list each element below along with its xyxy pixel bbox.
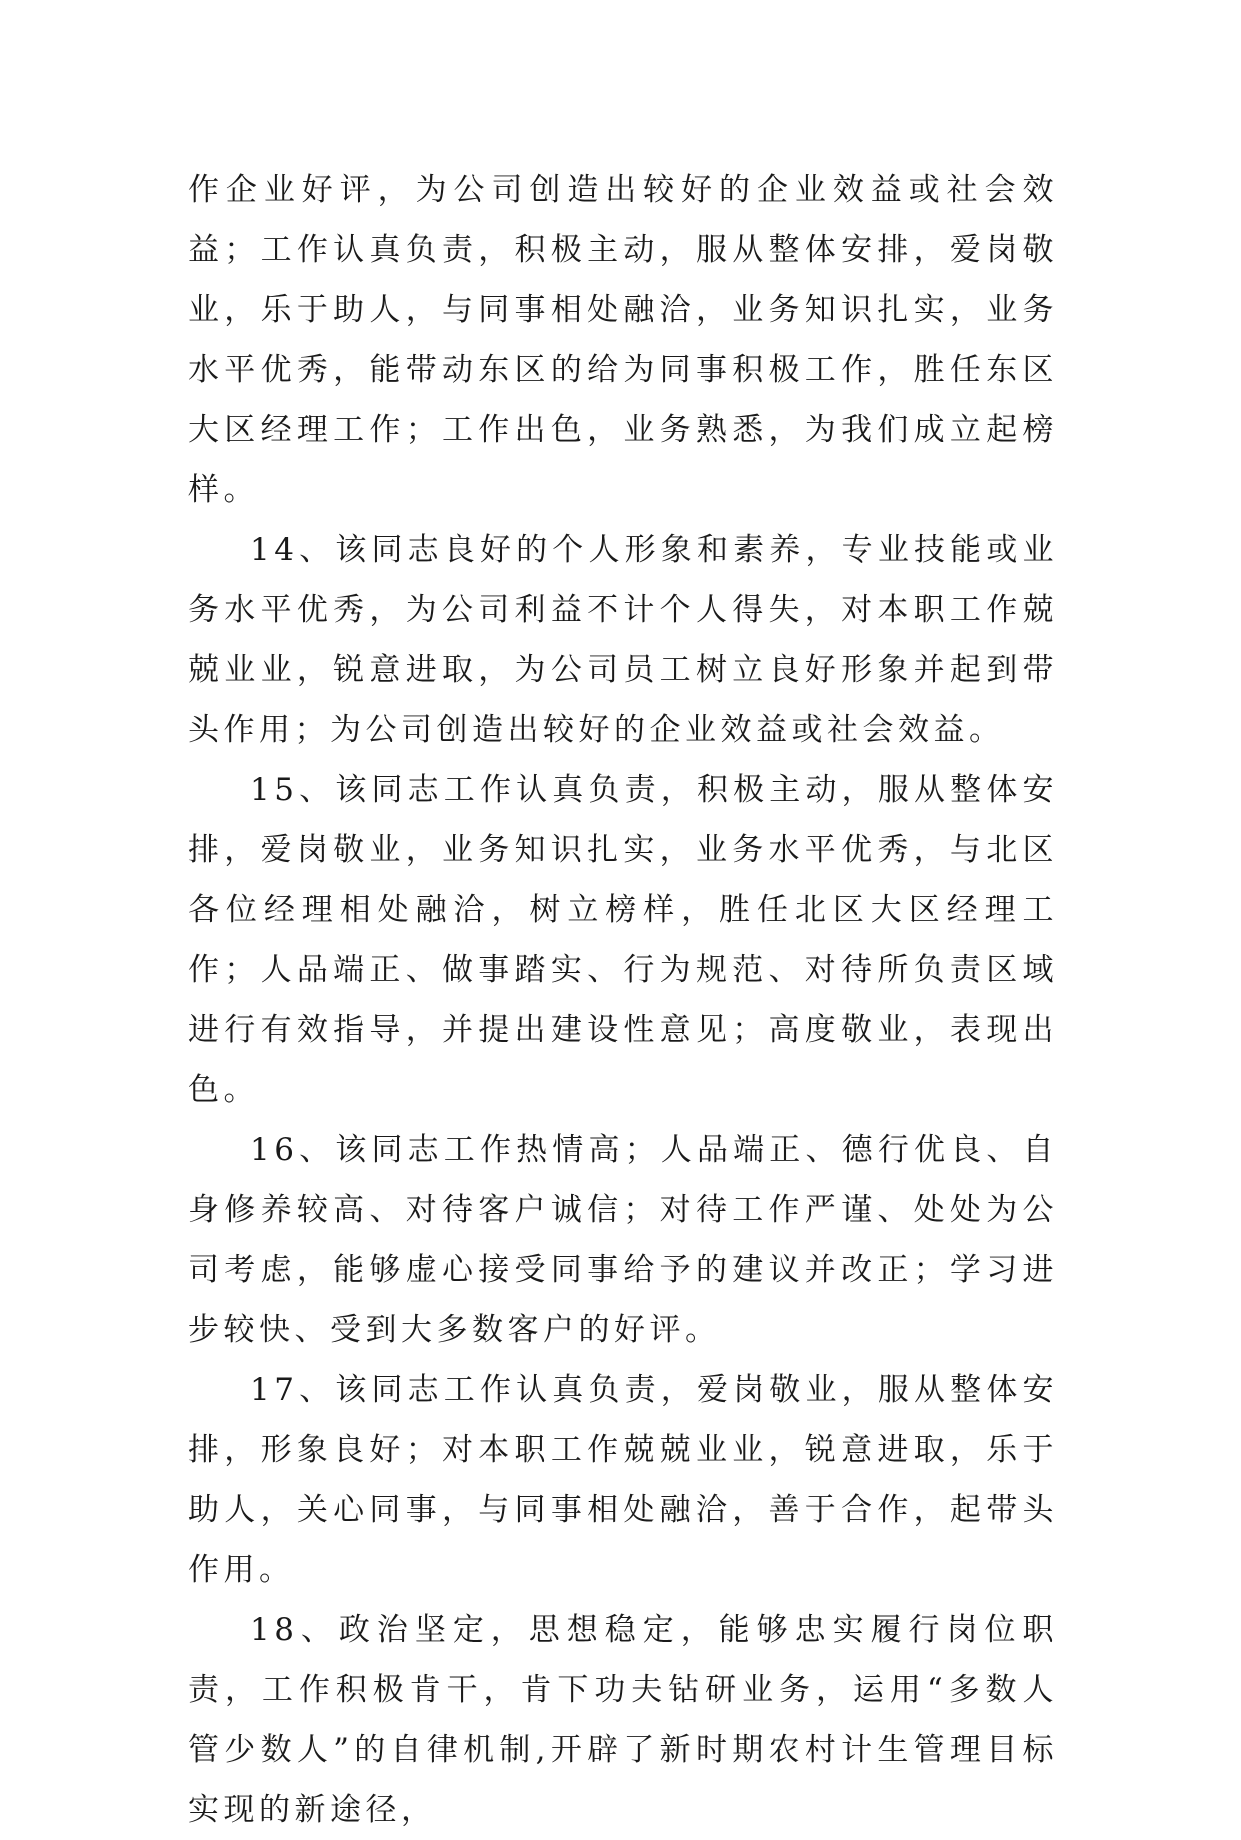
paragraph-item-18: 18、政治坚定，思想稳定，能够忠实履行岗位职责，工作积极肯干，肯下功夫钻研业务，运用“多数人管少数人”的自律机制,开辟了新时期农村计生管理目标实现的新途径，	[188, 1612, 1058, 1828]
paragraph-item-16: 16、该同志工作热情高；人品端正、德行优良、自身修养较高、对待客户诚信；对待工作严谨、处处为公司考虑，能够虚心接受同事给予的建议并改正；学习进步较快、受到大多数客户的好评。	[188, 1132, 1058, 1348]
document-body	[188, 160, 1058, 1840]
paragraph-continued: 作企业好评，为公司创造出较好的企业效益或社会效益；工作认真负责，积极主动，服从整体安排，爱岗敬业，乐于助人，与同事相处融洽，业务知识扎实，业务水平优秀，能带动东区的给为同事积极工作，胜任东区大区经理工作；工作出色，业务熟悉，为我们成立起榜样。	[188, 172, 1058, 508]
paragraph-item-15: 15、该同志工作认真负责，积极主动，服从整体安排，爱岗敬业，业务知识扎实，业务水平优秀，与北区各位经理相处融洽，树立榜样，胜任北区大区经理工作；人品端正、做事踏实、行为规范、对待所负责区域进行有效指导，并提出建设性意见；高度敬业，表现出色。	[188, 772, 1058, 1108]
paragraph-item-17: 17、该同志工作认真负责，爱岗敬业，服从整体安排，形象良好；对本职工作兢兢业业，锐意进取，乐于助人，关心同事，与同事相处融洽，善于合作，起带头作用。	[188, 1372, 1058, 1588]
paragraph-item-14: 14、该同志良好的个人形象和素养，专业技能或业务水平优秀，为公司利益不计个人得失，对本职工作兢兢业业，锐意进取，为公司员工树立良好形象并起到带头作用；为公司创造出较好的企业效益或社会效益。	[188, 532, 1058, 748]
